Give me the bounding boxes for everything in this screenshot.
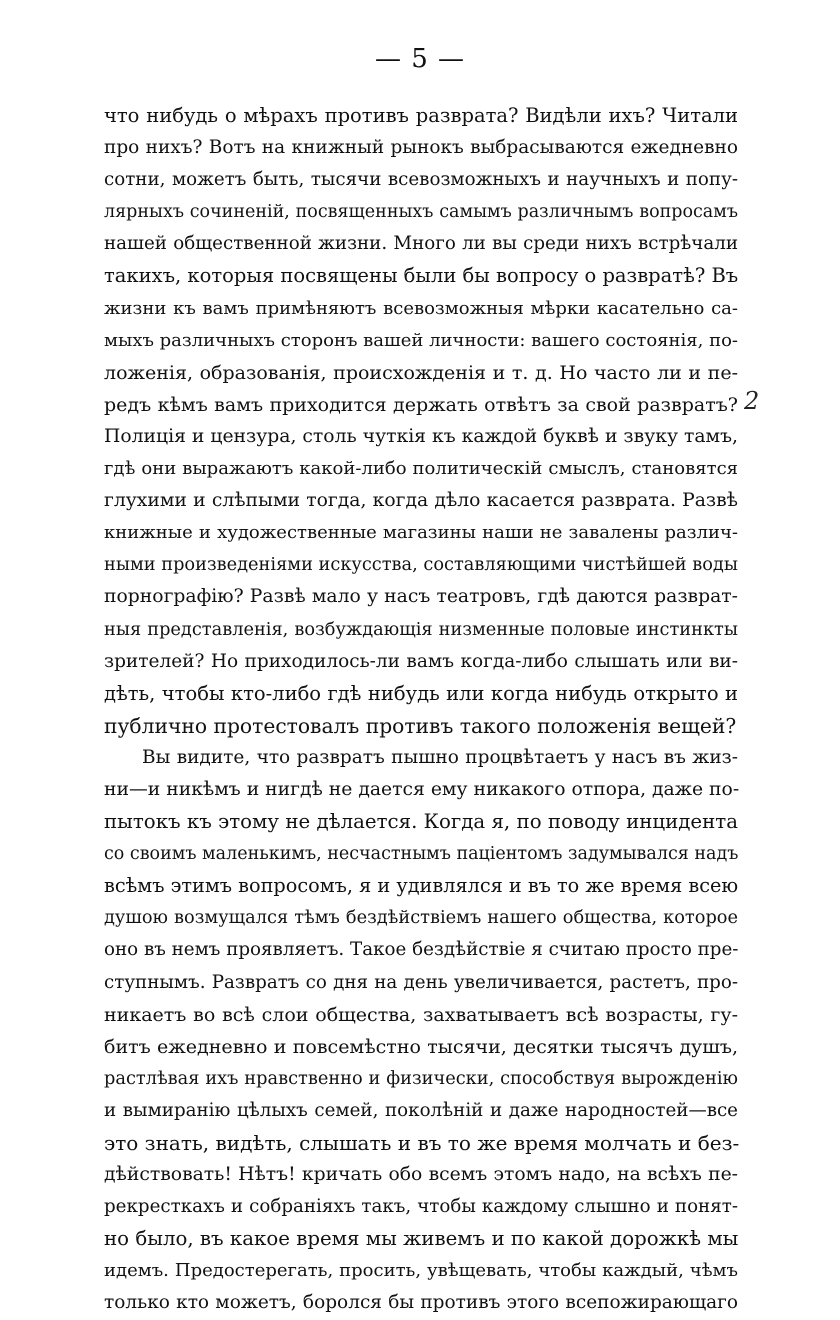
text-line: про нихъ? Вотъ на книжный рынокъ выбрасываются ежедневно xyxy=(104,137,738,159)
text-line: но было, въ какое время мы живемъ и по какой дорожкѣ мы xyxy=(104,1227,739,1251)
text-line: мыхъ различныхъ сторонъ вашей личности: вашего состоянія, по- xyxy=(104,329,738,351)
text-line: сотни, можетъ быть, тысячи всевозможныхъ и научныхъ и попу- xyxy=(104,169,738,191)
text-line: книжные и художественные магазины наши не завалены различ- xyxy=(104,522,738,544)
text-line: ступнымъ. Развратъ со дня на день увеличивается, растетъ, про- xyxy=(104,971,738,993)
text-line: со своимъ маленькимъ, несчастнымъ паціентомъ задумывался надъ xyxy=(104,844,739,865)
text-line: всѣмъ этимъ вопросомъ, я и удивлялся и въ то же время всею xyxy=(104,874,739,898)
margin-handwritten-mark: 2 xyxy=(744,387,760,415)
text-line: душою возмущался тѣмъ бездѣйствіемъ нашего общества, которое xyxy=(104,908,738,929)
text-line: зрителей? Но приходилось-ли вамъ когда-либо слышать или ви- xyxy=(104,650,738,672)
text-line: рекресткахъ и собраніяхъ такъ, чтобы каждому слышно и понят- xyxy=(104,1196,738,1218)
text-line: такихъ, которыя посвящены были бы вопросу о развратѣ? Въ xyxy=(104,264,739,288)
text-line: гдѣ они выражаютъ какой-либо политическій смыслъ, становятся xyxy=(104,458,738,480)
text-line: пытокъ къ этому не дѣлается. Когда я, по поводу инцидента xyxy=(104,810,738,834)
text-line: дѣйствовать! Нѣтъ! кричать обо всемъ этомъ надо, на всѣхъ пе- xyxy=(104,1164,738,1186)
text-line: оно въ немъ проявляетъ. Такое бездѣйствіе я считаю просто пре- xyxy=(104,939,739,961)
text-line: это знать, видѣть, слышать и въ то же время молчать и без- xyxy=(104,1131,740,1155)
text-line: ныя представленія, возбуждающія низменные половые инстинкты xyxy=(104,619,738,640)
text-line: только кто можетъ, боролся бы противъ этого всепожирающаго xyxy=(104,1292,738,1314)
text-line: ложенія, образованія, происхожденія и т. д. Но часто ли и пе- xyxy=(104,361,738,384)
text-line: лярныхъ сочиненій, посвященныхъ самымъ различнымъ вопросамъ xyxy=(104,202,738,223)
text-line: нашей общественной жизни. Много ли вы среди нихъ встрѣчали xyxy=(104,233,738,255)
text-line: растлѣвая ихъ нравственно и физически, способствуя вырожденію xyxy=(104,1068,738,1089)
page-number: — 5 — xyxy=(374,44,466,74)
text-line: Вы видите, что развратъ пышно процвѣтаетъ у насъ въ жиз- xyxy=(142,746,738,768)
text-line: битъ ежедневно и повсемѣстно тысячи, десятки тысячъ душъ, xyxy=(104,1035,738,1058)
text-line: и вымиранію цѣлыхъ семей, поколѣній и даже народностей—все xyxy=(104,1099,738,1121)
body-text xyxy=(104,100,738,1320)
text-line: ными произведеніями искусства, составляющими чистѣйшей воды xyxy=(104,555,738,576)
text-line: жизни къ вамъ примѣняютъ всевозможныя мѣрки касательно са- xyxy=(104,297,738,319)
text-line: редъ кѣмъ вамъ приходится держать отвѣтъ за свой развратъ? xyxy=(104,393,738,416)
text-line: публично протестовалъ противъ такого положенія вещей? xyxy=(104,713,737,738)
text-line: порнографію? Развѣ мало у насъ театровъ, гдѣ даются разврат- xyxy=(104,586,738,608)
text-line: ни—и никѣмъ и нигдѣ не дается ему никакого отпора, даже по- xyxy=(104,778,740,800)
text-line: никаетъ во всѣ слои общества, захватываетъ всѣ возрасты, гу- xyxy=(104,1003,738,1026)
text-line: глухими и слѣпыми тогда, когда дѣло касается разврата. Развѣ xyxy=(104,490,738,512)
text-line: дѣть, чтобы кто-либо гдѣ нибудь или когда нибудь открыто и xyxy=(104,681,738,705)
text-line: идемъ. Предостерегать, просить, увѣщевать, чтобы каждый, чѣмъ xyxy=(104,1260,738,1282)
text-line: Полиція и цензура, столь чуткія къ каждой буквѣ и звуку тамъ, xyxy=(104,425,738,447)
text-line: что нибудь о мѣрахъ противъ разврата? Видѣли ихъ? Читали xyxy=(104,104,738,127)
